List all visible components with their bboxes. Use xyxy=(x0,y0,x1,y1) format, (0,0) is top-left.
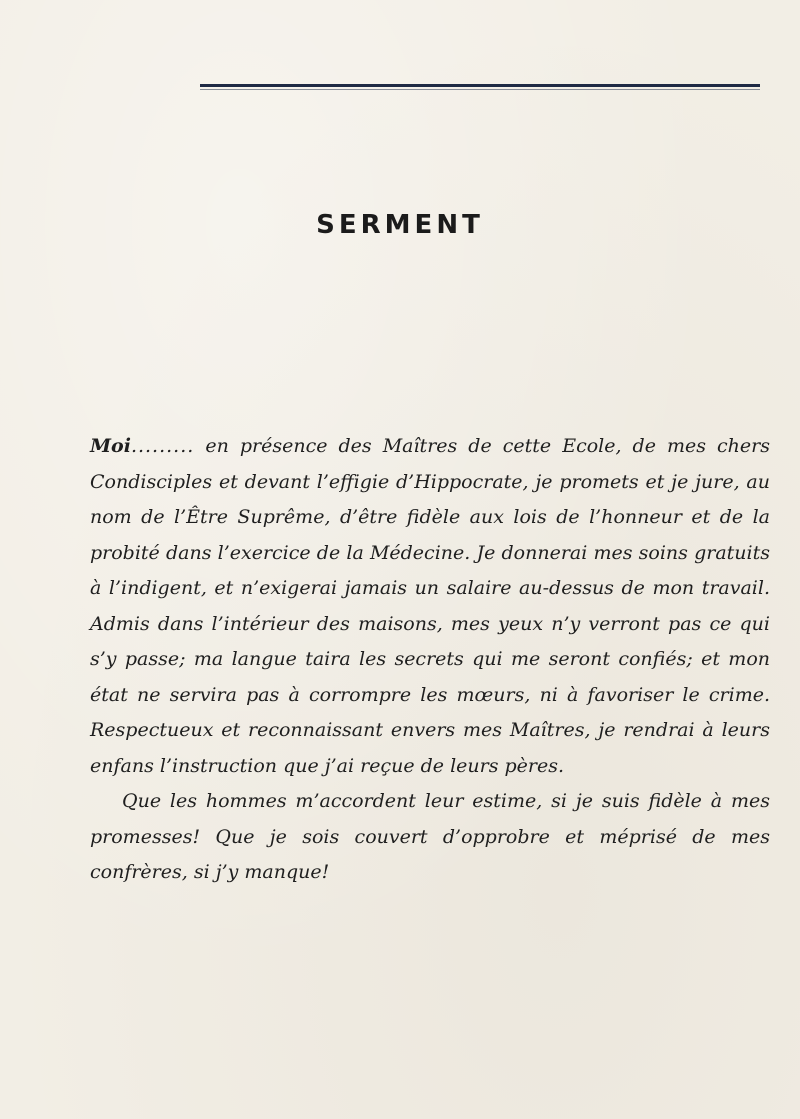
lead-word: Moi xyxy=(90,435,131,457)
page-title: SERMENT xyxy=(316,210,484,240)
top-rule-thin xyxy=(200,89,760,90)
oath-paragraph-2: Que les hommes m’accordent leur estime, si je suis fidèle à mes promesses! Que je sois couvert d’opprobre et méprisé de mes confrères, si j’y manque! xyxy=(90,790,770,883)
oath-paragraph-1-text: en présence des Maîtres de cette Ecole, de mes chers Condisciples et devant l’effigie d’Hippocrate, je promets et je jure, au nom de l’Être Suprême, d’être fidèle aux lois de l’honneur et de la probité dans l’exercice de la Médecine. Je donnerai mes soins gratuits à l’indigent, et n’exigerai jamais un salaire au-dessus de mon travail. Admis dans l’intérieur des maisons, mes yeux n’y verront pas ce qui s’y passe; ma langue taira les secrets qui me seront confiés; et mon état ne servira pas à corrompre les mœurs, ni à favoriser le crime. Respectueux et reconnaissant envers mes Maîtres, je rendrai à leurs enfans l’instruction que j’ai reçue de leurs pères. xyxy=(90,435,770,777)
top-rule xyxy=(200,84,760,87)
name-placeholder-dots: ......... xyxy=(130,435,195,457)
oath-paragraph-1 xyxy=(90,429,770,784)
oath-text xyxy=(90,429,770,891)
